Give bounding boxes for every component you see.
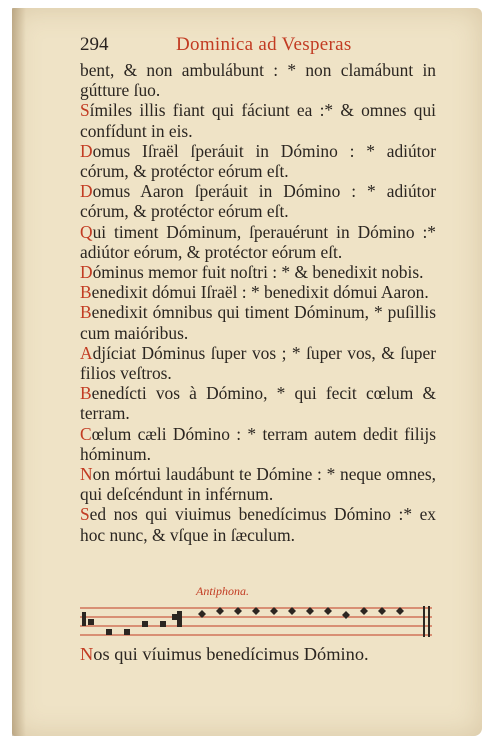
verse-initial: B — [80, 302, 92, 323]
antiphon-initial: N — [80, 644, 94, 664]
verse-initial: D — [80, 140, 93, 161]
neume — [124, 629, 130, 635]
page-number: 294 — [80, 34, 109, 55]
verse: Domus Iſraël ſperáuit in Dómino : * adiútor córum, & protéctor eórum eſt. — [80, 140, 436, 182]
final-bar — [423, 606, 425, 637]
verse-initial: B — [80, 383, 92, 404]
verse-initial: D — [80, 181, 93, 202]
chant-staff — [80, 602, 432, 642]
verse: Cœlum cæli Dómino : * terram autem dedit filijs hóminum. — [80, 423, 436, 464]
verse: Sed nos qui viuimus benedícimus Dómino :* ex hoc nunc, & vſque in ſæculum. — [80, 504, 436, 545]
verse-initial: Q — [80, 221, 93, 242]
verse: Qui timent Dóminum, ſperauérunt in Dómino :* adiútor eórum, & protéctor eórum eſt. — [80, 221, 436, 262]
verse: Benedícti vos à Dómino, * qui fecit cœlum & terram. — [80, 383, 436, 424]
neume — [106, 629, 112, 635]
psalm-text — [80, 60, 436, 545]
page-title: Dominica ad Vesperas — [176, 34, 352, 55]
antiphon-label: Antiphona. — [196, 584, 249, 598]
verse: Dóminus memor fuit noſtri : * & benedixit nobis. — [80, 262, 424, 283]
verse: Non mórtui laudábunt te Dómine : * neque omnes, qui deſcéndunt in inférnum. — [80, 464, 436, 505]
verse: Benedixit dómui Iſraël : * benedixit dómui Aaron. — [80, 282, 429, 303]
verse-initial: C — [80, 423, 92, 444]
verse-initial: S — [80, 504, 90, 525]
verse: Domus Aaron ſperáuit in Dómino : * adiútor córum, & protéctor eórum eſt. — [80, 181, 436, 222]
neume — [160, 621, 166, 627]
clef — [82, 612, 86, 626]
verse-initial: S — [80, 100, 90, 121]
neume — [177, 611, 182, 627]
verse-initial: N — [80, 464, 93, 485]
verse-initial: B — [80, 282, 92, 303]
neume — [88, 619, 94, 625]
neume — [342, 611, 350, 619]
verse: bent, & non ambulábunt : * non clamábunt in gútture ſuo. — [80, 60, 436, 101]
final-bar — [428, 606, 430, 637]
verse: Benedixit ómnibus qui timent Dóminum, * puſillis cum maióribus. — [80, 302, 436, 343]
verse-initial: A — [80, 342, 93, 363]
neume — [142, 621, 148, 627]
verse-initial: D — [80, 262, 93, 283]
antiphon-text: Nos qui víuimus benedícimus Dómino. — [80, 644, 369, 664]
verse: Símiles illis fiant qui fáciunt ea :* & omnes qui confídunt in eis. — [80, 100, 436, 141]
running-header — [80, 34, 440, 58]
page-gutter-shadow — [12, 8, 26, 736]
verse: Adjíciat Dóminus ſuper vos ; * ſuper vos, & ſuper filios veſtros. — [80, 342, 436, 384]
